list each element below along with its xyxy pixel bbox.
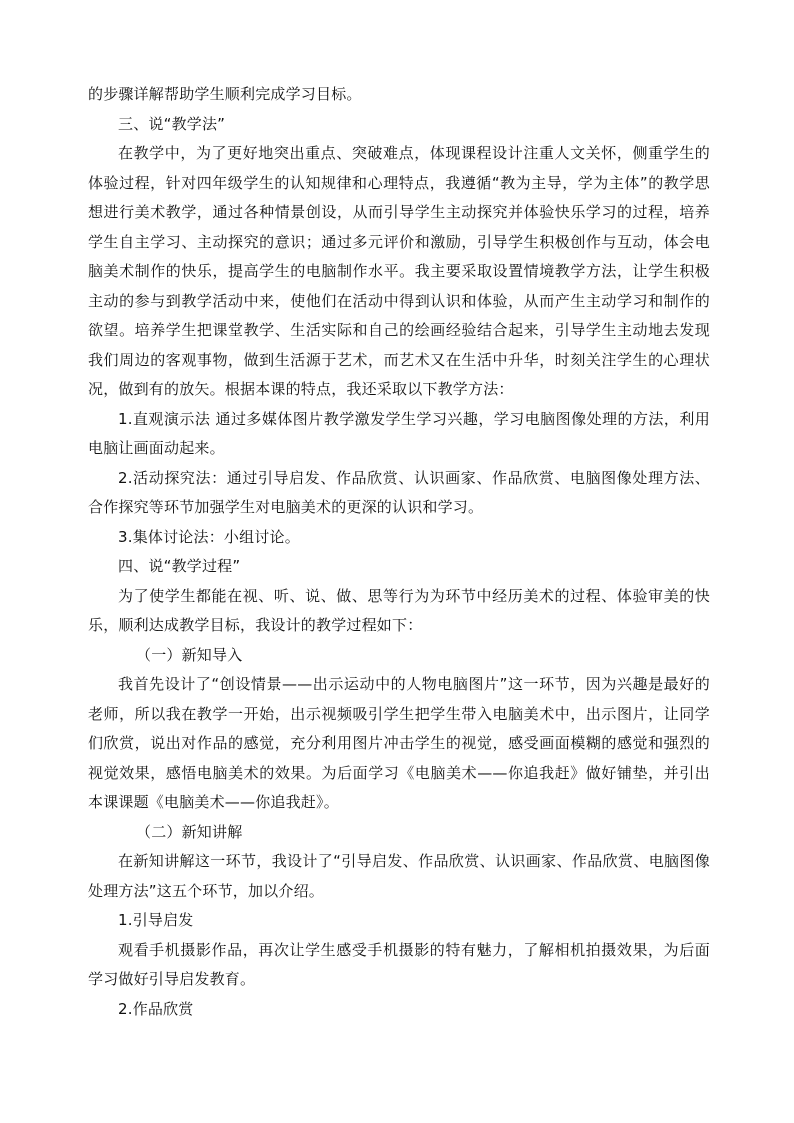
- section-heading-teaching-process: 四、说“教学过程”: [118, 557, 241, 575]
- list-item-appreciation: 2.作品欣赏: [118, 999, 194, 1018]
- list-item-method-3: 3.集体讨论法：小组讨论。: [118, 527, 300, 546]
- paragraph-guidance: 观看手机摄影作品，再次让学生感受手机摄影的特有魅力，了解相机拍摄效果，为后面学习做好引导启发教育。: [88, 940, 710, 988]
- section-heading-teaching-methods: 三、说“教学法”: [118, 114, 226, 133]
- list-item-method-1: 1.直观演示法 通过多媒体图片教学激发学生学习兴趣，学习电脑图像处理的方法，利用电脑让画面动起来。: [88, 409, 710, 457]
- subheading-new-knowledge-explain: （二）新知讲解: [136, 822, 243, 841]
- paragraph-continuation: 的步骤详解帮助学生顺利完成学习目标。: [88, 85, 362, 103]
- paragraph-teaching-process: 为了使学生都能在视、听、说、做、思等行为为环节中经历美术的过程、体验审美的快乐，顺利达成教学目标，我设计的教学过程如下：: [88, 586, 710, 634]
- list-item-method-2: 2.活动探究法：通过引导启发、作品欣赏、认识画家、作品欣赏、电脑图像处理方法、合作探究等环节加强学生对电脑美术的更深的认识和学习。: [88, 468, 710, 516]
- paragraph-new-knowledge-intro: 我首先设计了“创设情景——出示运动中的人物电脑图片”这一环节，因为兴趣是最好的老师，所以我在教学一开始，出示视频吸引学生把学生带入电脑美术中，出示图片，让同学们欣赏，说出对作品的感觉，充分利用图片冲击学生的视觉，感受画面模糊的感觉和强烈的视觉效果，感悟电脑美术的效果。为后面学习《电脑美术——你追我赶》做好铺垫，并引出本课课题《电脑美术——你追我赶》。: [88, 675, 710, 811]
- subheading-new-knowledge-intro: （一）新知导入: [136, 645, 243, 664]
- document-body: [88, 80, 710, 1024]
- paragraph-new-knowledge-explain: 在新知讲解这一环节，我设计了“引导启发、作品欣赏、认识画家、作品欣赏、电脑图像处理方法”这五个环节，加以介绍。: [88, 852, 710, 900]
- list-item-guidance: 1.引导启发: [118, 911, 194, 929]
- paragraph-teaching-methods: 在教学中，为了更好地突出重点、突破难点，体现课程设计注重人文关怀，侧重学生的体验过程，针对四年级学生的认知规律和心理特点，我遵循“教为主导，学为主体”的教学思想进行美术教学，通过各种情景创设，从而引导学生主动探究并体验快乐学习的过程，培养学生自主学习、主动探究的意识；通过多元评价和激励，引导学生积极创作与互动，体会电脑美术制作的快乐，提高学生的电脑制作水平。我主要采取设置情境教学方法，让学生积极主动的参与到教学活动中来，使他们在活动中得到认识和体验，从而产生主动学习和制作的欲望。培养学生把课堂教学、生活实际和自己的绘画经验结合起来，引导学生主动地去发现我们周边的客观事物，做到生活源于艺术，而艺术又在生活中升华，时刻关注学生的心理状况，做到有的放矢。根据本课的特点，我还采取以下教学方法：: [88, 144, 710, 398]
